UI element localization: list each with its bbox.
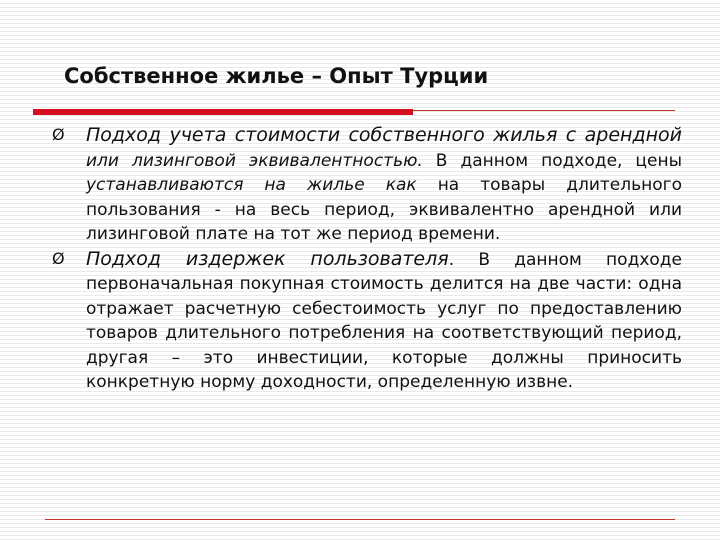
bullet-lead-text: Подход учета стоимости собственного жилья с арендной	[86, 124, 682, 146]
arrow-bullet-icon: Ø	[52, 125, 65, 144]
arrow-bullet-icon: Ø	[52, 248, 65, 268]
bullet-list	[50, 123, 682, 395]
bullet-item-rental-equivalence	[50, 123, 682, 247]
bullet-body-text: В данном подходе, цены	[422, 150, 682, 171]
bullet-italic-phrase: устанавливаются на жилье как	[86, 175, 417, 195]
bullet-lead-text: Подход издержек пользователя	[86, 247, 449, 270]
bullet-body-tail: на товары длительного пользования - на весь период, эквивалентно арендной или лизинговой плате на тот же период времени.	[86, 175, 682, 244]
slide-title: Собственное жилье – Опыт Турции	[64, 64, 489, 88]
title-underline-accent	[33, 109, 413, 115]
bullet-body-text: . В данном подходе первоначальная покупная стоимость делится на две части: одна отражает расчетную себестоимость услуг по предоставлению товаров длительного потребления на соответствующий период, другая – это инвестиции, которые должны приносить конкретную норму доходности, определенную извне.	[86, 249, 682, 392]
bullet-lead-text-cont: или лизинговой эквивалентностью.	[86, 150, 423, 171]
footer-divider	[45, 519, 675, 520]
bullet-item-user-cost	[50, 247, 682, 395]
title-underline-thin	[413, 110, 675, 111]
